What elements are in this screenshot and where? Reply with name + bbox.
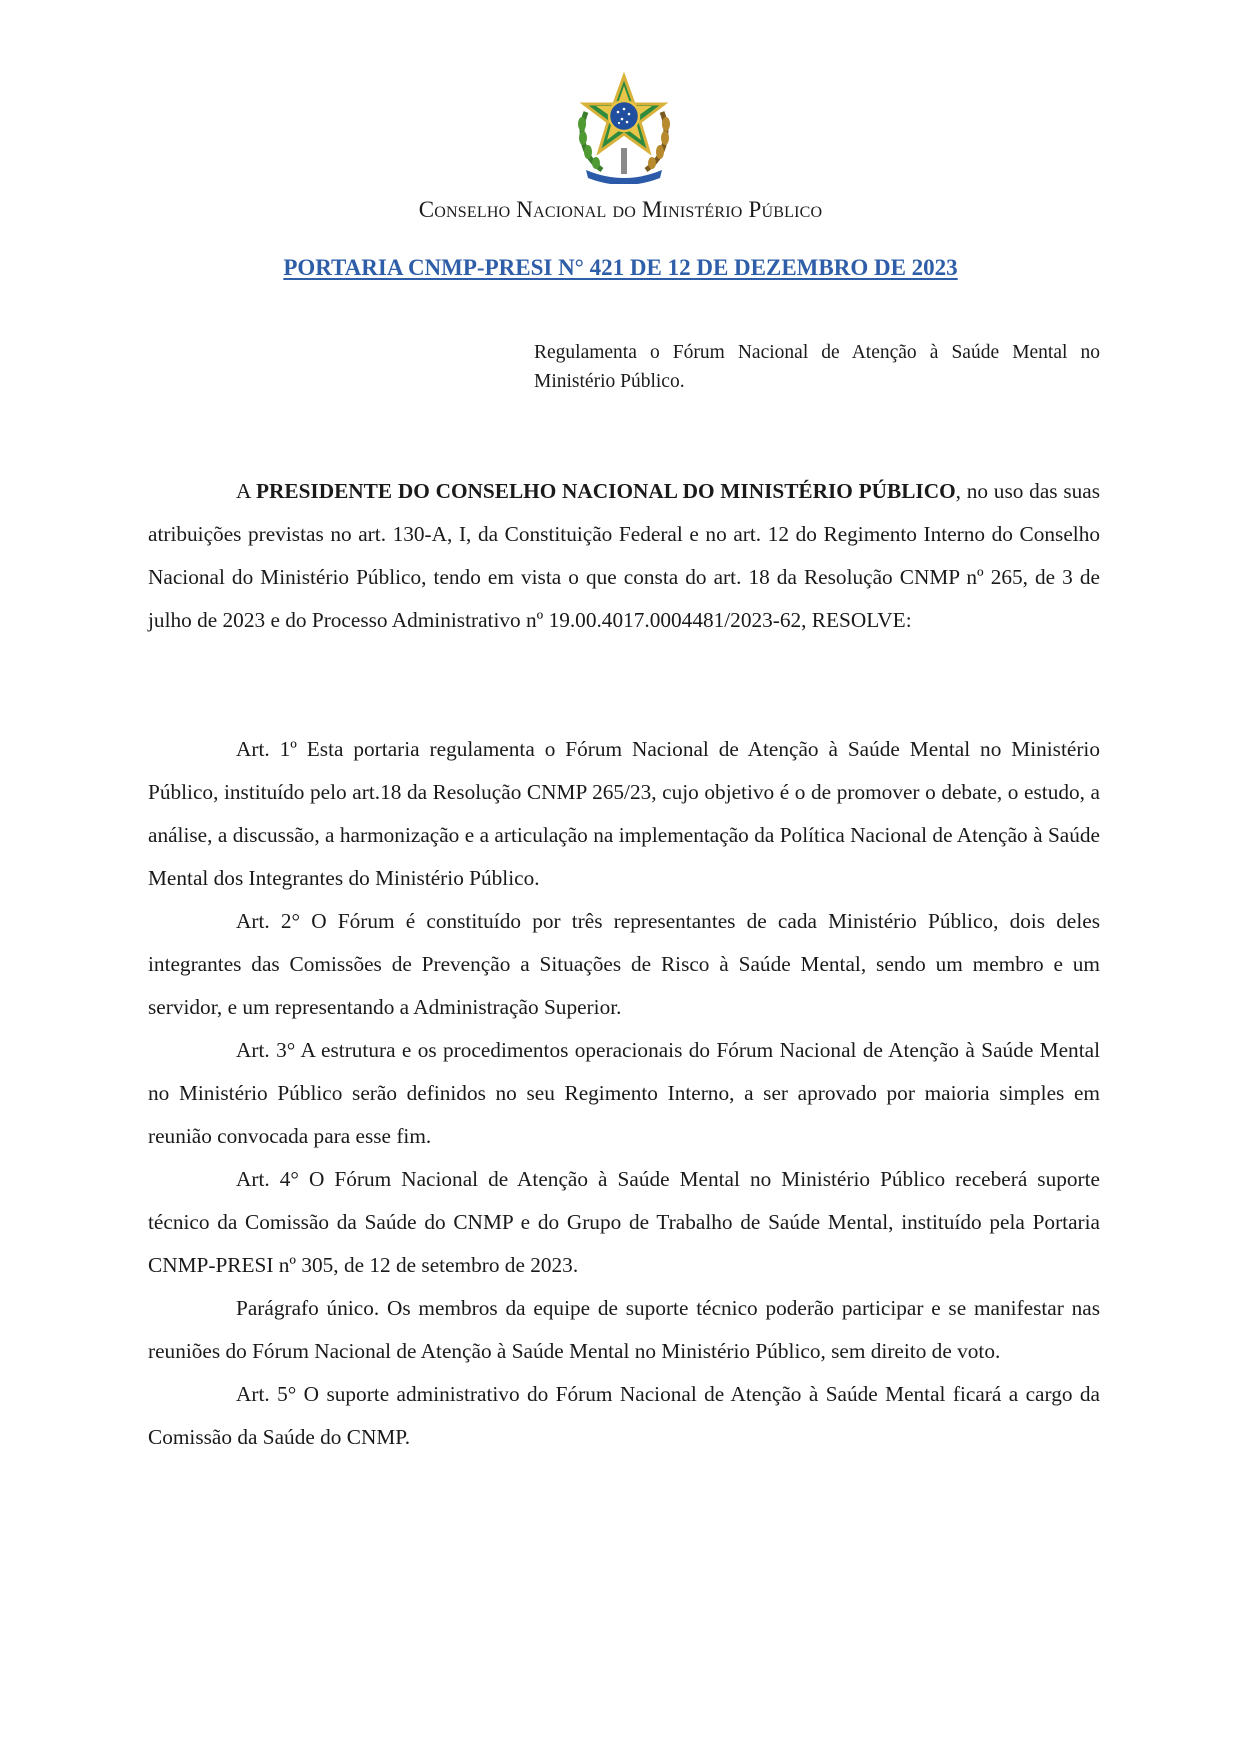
preamble-authority: PRESIDENTE DO CONSELHO NACIONAL DO MINISTÉRIO PÚBLICO: [255, 479, 956, 503]
preamble: [148, 470, 1100, 642]
article-3: Art. 3° A estrutura e os procedimentos operacionais do Fórum Nacional de Atenção à Saúde Mental no Ministério Público serão definidos no seu Regimento Interno, a ser aprovado por maioria simples em reunião convocada para esse fim.: [148, 1038, 1100, 1148]
preamble-lead: A: [236, 479, 256, 503]
organization-name: Conselho Nacional do Ministério Público: [418, 197, 823, 222]
preamble-rest: , no uso das suas atribuições previstas no art. 130-A, I, da Constituição Federal e no art. 12 do Regimento Interno do Conselho Nacional do Ministério Público, tendo em vista o que consta do art. 18 da Resolução CNMP nº 265, de 3 de julho de 2023 e do Processo Administrativo nº 19.00.4017.0004481/2023-62, RESOLVE:: [148, 479, 1100, 632]
article-4-paragrafo-unico: Parágrafo único. Os membros da equipe de suporte técnico poderão participar e se manifestar nas reuniões do Fórum Nacional de Atenção à Saúde Mental no Ministério Público, sem direito de voto.: [148, 1296, 1100, 1363]
article-5: Art. 5° O suporte administrativo do Fórum Nacional de Atenção à Saúde Mental ficará a cargo da Comissão da Saúde do CNMP.: [148, 1382, 1100, 1449]
article-2: Art. 2° O Fórum é constituído por três representantes de cada Ministério Público, dois deles integrantes das Comissões de Prevenção a Situações de Risco à Saúde Mental, sendo um membro e um servidor, e um representando a Administração Superior.: [148, 909, 1100, 1019]
articles: [148, 728, 1100, 1459]
ementa: Regulamenta o Fórum Nacional de Atenção à Saúde Mental no Ministério Público.: [534, 342, 1100, 392]
brasil-coat-of-arms-icon: [572, 72, 676, 184]
portaria-title: PORTARIA CNMP-PRESI N° 421 DE 12 DE DEZEMBRO DE 2023: [283, 255, 958, 280]
article-1: Art. 1º Esta portaria regulamenta o Fórum Nacional de Atenção à Saúde Mental no Ministério Público, instituído pelo art.18 da Resolução CNMP 265/23, cujo objetivo é o de promover o debate, o estudo, a análise, a discussão, a harmonização e a articulação na implementação da Política Nacional de Atenção à Saúde Mental dos Integrantes do Ministério Público.: [148, 737, 1100, 890]
article-4: Art. 4° O Fórum Nacional de Atenção à Saúde Mental no Ministério Público receberá suporte técnico da Comissão da Saúde do CNMP e do Grupo de Trabalho de Saúde Mental, instituído pela Portaria CNMP-PRESI nº 305, de 12 de setembro de 2023.: [148, 1167, 1100, 1277]
preamble-paragraph: [148, 470, 1100, 642]
